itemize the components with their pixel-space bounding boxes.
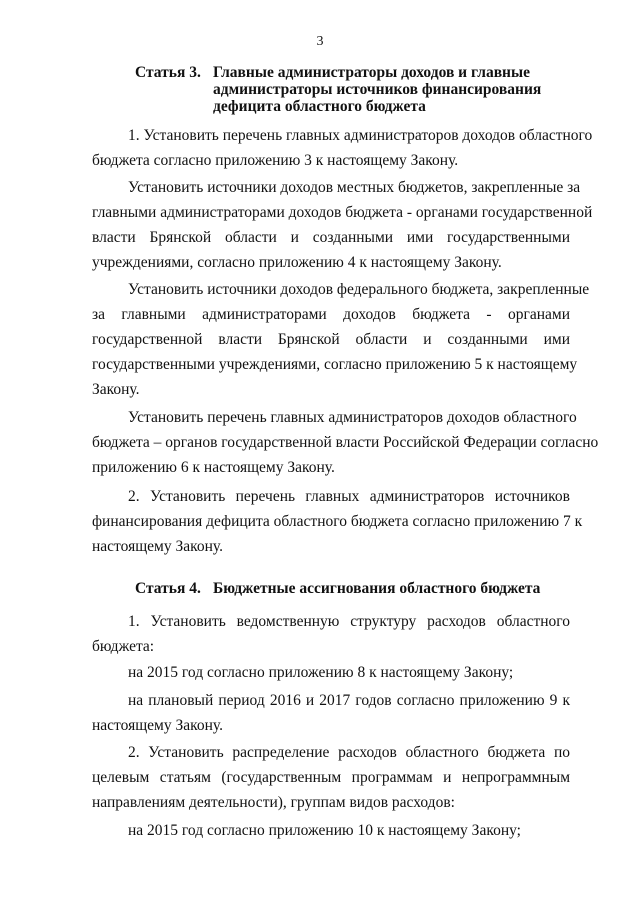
text-line: на плановый период 2016 и 2017 годов согласно приложению 9 к (128, 692, 570, 709)
text-line: бюджета согласно приложению 3 к настоящему Закону. (92, 152, 459, 169)
text-line: за главными администраторами доходов бюджета - органами (92, 306, 570, 323)
text-line: государственной власти Брянской области и созданными ими (92, 331, 570, 348)
text-line: на 2015 год согласно приложению 10 к настоящему Закону; (128, 822, 521, 839)
article-3-paragraph-4 (92, 405, 599, 480)
text-line: приложению 6 к настоящему Закону. (92, 459, 335, 476)
page-number: 3 (316, 34, 324, 49)
article-4-number: Статья 4. (135, 580, 201, 597)
article-4-paragraph-2 (92, 660, 570, 685)
text-line: настоящему Закону. (92, 538, 223, 555)
article-4-paragraph-3 (92, 688, 570, 738)
text-line: главными администраторами доходов бюджета - органами государственной (92, 204, 593, 221)
article-4-title-line: Бюджетные ассигнования областного бюджета (213, 580, 541, 597)
article-4-paragraph-5 (92, 818, 570, 843)
article-3-title-line: дефицита областного бюджета (213, 98, 426, 115)
text-line: 1. Установить перечень главных администраторов доходов областного (128, 127, 593, 144)
text-line: учреждениями, согласно приложению 4 к настоящему Закону. (92, 254, 502, 271)
text-line: финансирования дефицита областного бюджета согласно приложению 7 к (92, 513, 583, 530)
article-3-paragraph-2 (92, 175, 593, 275)
article-3-number: Статья 3. (135, 64, 201, 81)
article-4-paragraph-1 (92, 609, 570, 659)
article-3-paragraph-5 (92, 484, 583, 559)
text-line: власти Брянской области и созданными ими государственными (92, 229, 570, 246)
article-3-paragraph-1 (92, 123, 593, 173)
text-line: 1. Установить ведомственную структуру расходов областного (128, 613, 570, 630)
text-line: государственными учреждениями, согласно приложению 5 к настоящему (92, 356, 578, 373)
text-line: бюджета – органов государственной власти Российской Федерации согласно (92, 434, 599, 451)
text-line: на 2015 год согласно приложению 8 к настоящему Закону; (128, 664, 514, 681)
article-4-title (213, 580, 540, 597)
article-3-paragraph-3 (92, 277, 590, 402)
article-4-heading (135, 580, 540, 597)
text-line: 2. Установить распределение расходов областного бюджета по (128, 744, 570, 761)
text-line: Установить источники доходов местных бюджетов, закрепленные за (128, 179, 581, 196)
article-4-paragraph-4 (92, 740, 570, 815)
text-line: целевым статьям (государственным программам и непрограммным (92, 769, 570, 786)
text-line: Установить источники доходов федерального бюджета, закрепленные (128, 281, 590, 298)
article-3-title-line: администраторы источников финансирования (213, 81, 542, 98)
text-line: 2. Установить перечень главных администраторов источников (128, 488, 570, 505)
article-3-title-line: Главные администраторы доходов и главные (213, 64, 530, 81)
text-line: настоящему Закону. (92, 717, 223, 734)
text-line: Установить перечень главных администраторов доходов областного (128, 409, 577, 426)
article-3-title (213, 64, 541, 115)
text-line: бюджета: (92, 638, 155, 655)
article-3-heading (135, 64, 541, 115)
text-line: Закону. (92, 381, 140, 398)
text-line: направлениям деятельности), группам видов расходов: (92, 794, 455, 811)
